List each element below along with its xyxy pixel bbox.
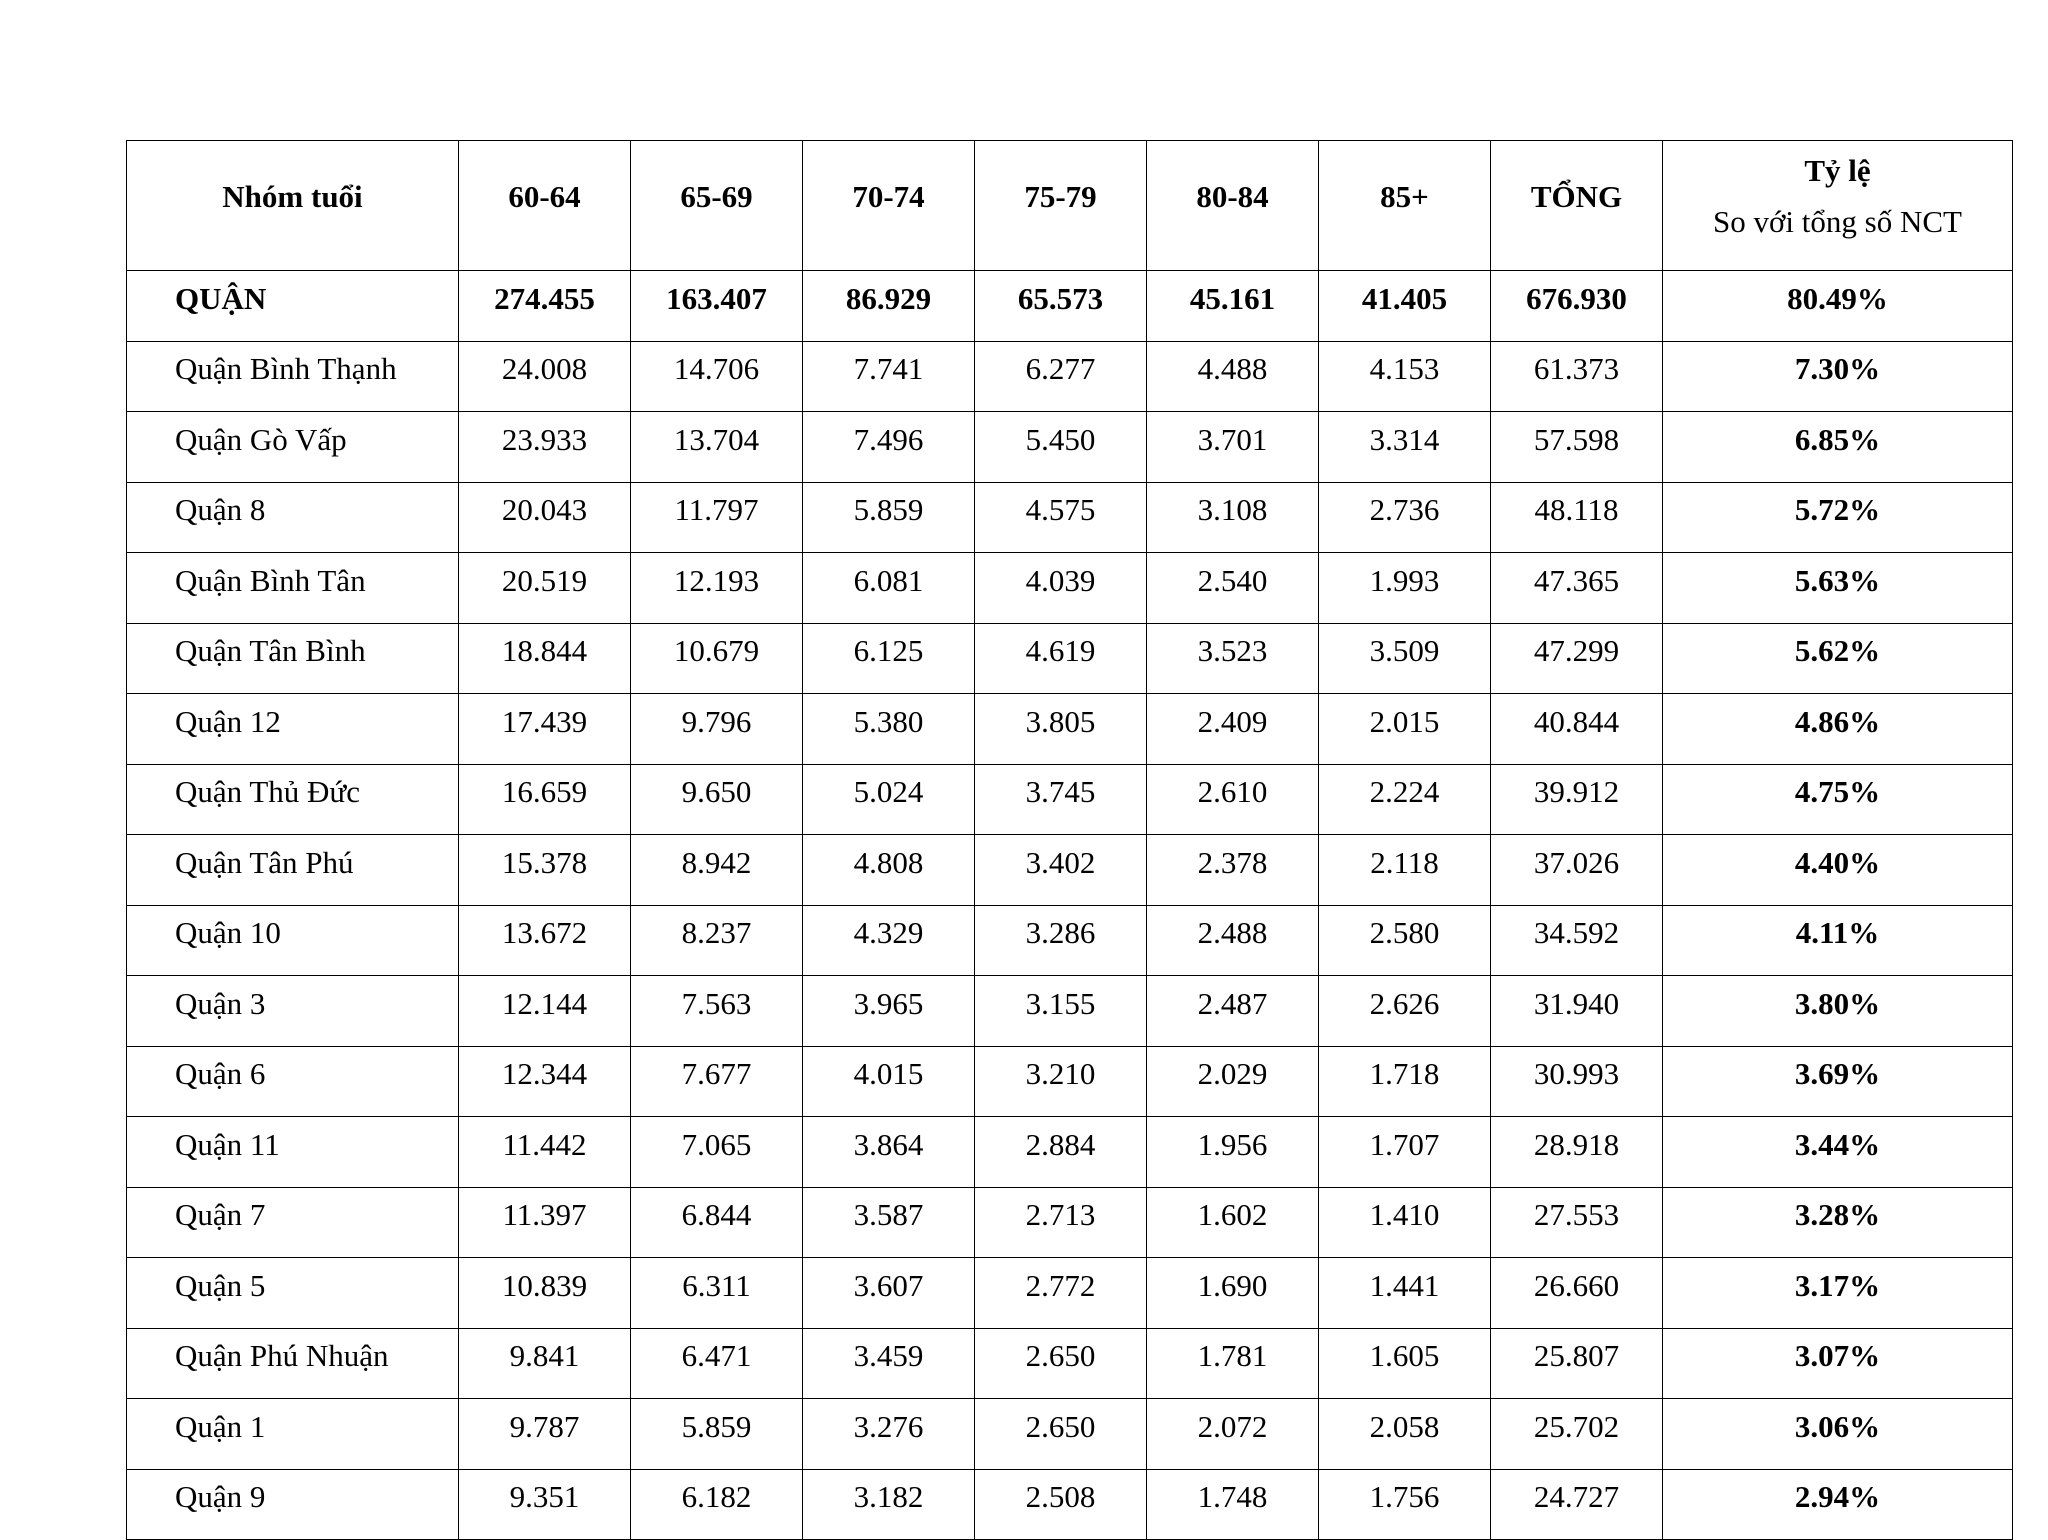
district-ratio: 6.85% — [1663, 412, 2013, 483]
age-group-cell: 7.677 — [631, 1046, 803, 1117]
age-group-cell: 5.450 — [975, 412, 1147, 483]
district-total: 39.912 — [1491, 764, 1663, 835]
summary-name: QUẬN — [127, 271, 459, 342]
age-group-cell: 4.488 — [1147, 341, 1319, 412]
district-name: Quận 8 — [127, 482, 459, 553]
table-row — [127, 1328, 2013, 1399]
district-name: Quận Tân Bình — [127, 623, 459, 694]
district-total: 30.993 — [1491, 1046, 1663, 1117]
age-group-cell: 7.065 — [631, 1117, 803, 1188]
district-name: Quận 3 — [127, 976, 459, 1047]
age-group-cell: 2.029 — [1147, 1046, 1319, 1117]
age-group-cell: 3.286 — [975, 905, 1147, 976]
district-ratio: 2.94% — [1663, 1469, 2013, 1540]
district-ratio: 4.11% — [1663, 905, 2013, 976]
age-group-cell: 2.626 — [1319, 976, 1491, 1047]
district-total: 37.026 — [1491, 835, 1663, 906]
summary-cell: 65.573 — [975, 271, 1147, 342]
district-ratio: 3.80% — [1663, 976, 2013, 1047]
age-group-cell: 6.471 — [631, 1328, 803, 1399]
age-group-cell: 9.650 — [631, 764, 803, 835]
table-row — [127, 694, 2013, 765]
age-group-cell: 1.605 — [1319, 1328, 1491, 1399]
age-group-cell: 2.072 — [1147, 1399, 1319, 1470]
age-group-cell: 12.193 — [631, 553, 803, 624]
age-group-cell: 4.015 — [803, 1046, 975, 1117]
district-ratio: 5.62% — [1663, 623, 2013, 694]
district-ratio: 3.28% — [1663, 1187, 2013, 1258]
table-row — [127, 905, 2013, 976]
age-group-cell: 5.859 — [631, 1399, 803, 1470]
table-row — [127, 341, 2013, 412]
age-group-cell: 2.508 — [975, 1469, 1147, 1540]
age-group-cell: 3.402 — [975, 835, 1147, 906]
age-group-cell: 4.575 — [975, 482, 1147, 553]
age-group-cell: 20.519 — [459, 553, 631, 624]
district-ratio: 4.75% — [1663, 764, 2013, 835]
age-group-cell: 1.410 — [1319, 1187, 1491, 1258]
age-group-cell: 2.058 — [1319, 1399, 1491, 1470]
age-group-cell: 3.701 — [1147, 412, 1319, 483]
age-group-cell: 13.672 — [459, 905, 631, 976]
age-group-cell: 2.650 — [975, 1399, 1147, 1470]
age-group-cell: 4.619 — [975, 623, 1147, 694]
header-ratio-title: Tỷ lệ — [1804, 153, 1871, 188]
age-group-cell: 6.844 — [631, 1187, 803, 1258]
table-row — [127, 412, 2013, 483]
district-total: 26.660 — [1491, 1258, 1663, 1329]
age-group-cell: 13.704 — [631, 412, 803, 483]
district-total: 28.918 — [1491, 1117, 1663, 1188]
age-group-cell: 3.607 — [803, 1258, 975, 1329]
age-group-cell: 3.210 — [975, 1046, 1147, 1117]
table-row — [127, 1469, 2013, 1540]
summary-total: 676.930 — [1491, 271, 1663, 342]
age-group-cell: 1.707 — [1319, 1117, 1491, 1188]
district-name: Quận 1 — [127, 1399, 459, 1470]
age-group-cell: 3.745 — [975, 764, 1147, 835]
district-total: 40.844 — [1491, 694, 1663, 765]
age-group-cell: 3.182 — [803, 1469, 975, 1540]
table-row — [127, 976, 2013, 1047]
age-group-cell: 8.942 — [631, 835, 803, 906]
district-name: Quận Bình Thạnh — [127, 341, 459, 412]
age-group-cell: 3.276 — [803, 1399, 975, 1470]
district-total: 47.365 — [1491, 553, 1663, 624]
age-group-cell: 2.610 — [1147, 764, 1319, 835]
age-group-cell: 11.442 — [459, 1117, 631, 1188]
age-group-cell: 14.706 — [631, 341, 803, 412]
summary-cell: 274.455 — [459, 271, 631, 342]
age-group-cell: 1.718 — [1319, 1046, 1491, 1117]
header-ratio-subtitle: So với tổng số NCT — [1713, 204, 1962, 239]
age-group-cell: 20.043 — [459, 482, 631, 553]
age-group-cell: 4.153 — [1319, 341, 1491, 412]
district-total: 31.940 — [1491, 976, 1663, 1047]
age-group-cell: 7.741 — [803, 341, 975, 412]
header-age-group: Nhóm tuổi — [127, 141, 459, 271]
table-row — [127, 764, 2013, 835]
age-group-cell: 1.993 — [1319, 553, 1491, 624]
age-group-cell: 3.864 — [803, 1117, 975, 1188]
summary-cell: 45.161 — [1147, 271, 1319, 342]
age-group-cell: 2.772 — [975, 1258, 1147, 1329]
age-group-cell: 3.108 — [1147, 482, 1319, 553]
age-group-cell: 6.277 — [975, 341, 1147, 412]
district-name: Quận Tân Phú — [127, 835, 459, 906]
age-group-cell: 16.659 — [459, 764, 631, 835]
header-age-75-79: 75-79 — [975, 141, 1147, 271]
age-group-cell: 1.956 — [1147, 1117, 1319, 1188]
age-group-cell: 7.496 — [803, 412, 975, 483]
age-group-cell: 6.125 — [803, 623, 975, 694]
age-group-cell: 5.859 — [803, 482, 975, 553]
age-group-cell: 3.965 — [803, 976, 975, 1047]
age-group-cell: 9.787 — [459, 1399, 631, 1470]
age-group-cell: 2.015 — [1319, 694, 1491, 765]
district-total: 24.727 — [1491, 1469, 1663, 1540]
district-ratio: 5.72% — [1663, 482, 2013, 553]
district-total: 27.553 — [1491, 1187, 1663, 1258]
age-group-cell: 18.844 — [459, 623, 631, 694]
header-age-85-plus: 85+ — [1319, 141, 1491, 271]
summary-cell: 163.407 — [631, 271, 803, 342]
table-row — [127, 1187, 2013, 1258]
elderly-population-table — [126, 140, 2013, 1540]
age-group-cell: 2.580 — [1319, 905, 1491, 976]
header-ratio — [1663, 141, 2013, 271]
age-group-cell: 10.839 — [459, 1258, 631, 1329]
age-group-cell: 1.748 — [1147, 1469, 1319, 1540]
district-name: Quận 12 — [127, 694, 459, 765]
summary-cell: 86.929 — [803, 271, 975, 342]
header-total: TỔNG — [1491, 141, 1663, 271]
age-group-cell: 5.380 — [803, 694, 975, 765]
table-body — [127, 271, 2013, 1540]
district-ratio: 3.06% — [1663, 1399, 2013, 1470]
district-ratio: 5.63% — [1663, 553, 2013, 624]
age-group-cell: 2.713 — [975, 1187, 1147, 1258]
district-total: 25.702 — [1491, 1399, 1663, 1470]
district-ratio: 4.86% — [1663, 694, 2013, 765]
district-ratio: 4.40% — [1663, 835, 2013, 906]
age-group-cell: 3.155 — [975, 976, 1147, 1047]
summary-cell: 41.405 — [1319, 271, 1491, 342]
age-group-cell: 3.587 — [803, 1187, 975, 1258]
table-row — [127, 1399, 2013, 1470]
district-name: Quận 6 — [127, 1046, 459, 1117]
age-group-cell: 15.378 — [459, 835, 631, 906]
age-group-cell: 2.540 — [1147, 553, 1319, 624]
district-ratio: 7.30% — [1663, 341, 2013, 412]
age-group-cell: 10.679 — [631, 623, 803, 694]
age-group-cell: 2.650 — [975, 1328, 1147, 1399]
age-group-cell: 2.736 — [1319, 482, 1491, 553]
district-name: Quận 9 — [127, 1469, 459, 1540]
district-total: 48.118 — [1491, 482, 1663, 553]
district-name: Quận 11 — [127, 1117, 459, 1188]
district-total: 57.598 — [1491, 412, 1663, 483]
age-group-cell: 2.378 — [1147, 835, 1319, 906]
district-total: 47.299 — [1491, 623, 1663, 694]
age-group-cell: 9.351 — [459, 1469, 631, 1540]
age-group-cell: 1.602 — [1147, 1187, 1319, 1258]
age-group-cell: 1.690 — [1147, 1258, 1319, 1329]
district-ratio: 3.69% — [1663, 1046, 2013, 1117]
age-group-cell: 8.237 — [631, 905, 803, 976]
table-row — [127, 1046, 2013, 1117]
age-group-cell: 2.224 — [1319, 764, 1491, 835]
age-group-cell: 2.884 — [975, 1117, 1147, 1188]
table-row — [127, 623, 2013, 694]
age-group-cell: 12.344 — [459, 1046, 631, 1117]
age-group-cell: 17.439 — [459, 694, 631, 765]
age-group-cell: 2.118 — [1319, 835, 1491, 906]
summary-ratio: 80.49% — [1663, 271, 2013, 342]
age-group-cell: 1.441 — [1319, 1258, 1491, 1329]
district-total: 34.592 — [1491, 905, 1663, 976]
district-ratio: 3.17% — [1663, 1258, 2013, 1329]
age-group-cell: 7.563 — [631, 976, 803, 1047]
district-ratio: 3.07% — [1663, 1328, 2013, 1399]
table-row — [127, 482, 2013, 553]
age-group-cell: 1.756 — [1319, 1469, 1491, 1540]
district-ratio: 3.44% — [1663, 1117, 2013, 1188]
district-name: Quận 10 — [127, 905, 459, 976]
summary-row — [127, 271, 2013, 342]
age-group-cell: 1.781 — [1147, 1328, 1319, 1399]
age-group-cell: 5.024 — [803, 764, 975, 835]
header-age-65-69: 65-69 — [631, 141, 803, 271]
age-group-cell: 24.008 — [459, 341, 631, 412]
district-name: Quận Gò Vấp — [127, 412, 459, 483]
district-name: Quận Thủ Đức — [127, 764, 459, 835]
district-total: 25.807 — [1491, 1328, 1663, 1399]
age-group-cell: 6.182 — [631, 1469, 803, 1540]
age-group-cell: 4.039 — [975, 553, 1147, 624]
table-row — [127, 1258, 2013, 1329]
age-group-cell: 2.409 — [1147, 694, 1319, 765]
age-group-cell: 4.329 — [803, 905, 975, 976]
district-name: Quận 7 — [127, 1187, 459, 1258]
age-group-cell: 6.081 — [803, 553, 975, 624]
header-age-70-74: 70-74 — [803, 141, 975, 271]
age-group-cell: 9.841 — [459, 1328, 631, 1399]
age-group-cell: 3.314 — [1319, 412, 1491, 483]
age-group-cell: 3.523 — [1147, 623, 1319, 694]
age-group-cell: 23.933 — [459, 412, 631, 483]
district-name: Quận 5 — [127, 1258, 459, 1329]
table-row — [127, 835, 2013, 906]
age-group-cell: 2.487 — [1147, 976, 1319, 1047]
table-row — [127, 1117, 2013, 1188]
age-group-cell: 11.397 — [459, 1187, 631, 1258]
header-age-80-84: 80-84 — [1147, 141, 1319, 271]
age-group-cell: 4.808 — [803, 835, 975, 906]
table-row — [127, 553, 2013, 624]
header-row — [127, 141, 2013, 271]
district-name: Quận Phú Nhuận — [127, 1328, 459, 1399]
header-age-60-64: 60-64 — [459, 141, 631, 271]
age-group-cell: 3.805 — [975, 694, 1147, 765]
age-group-cell: 11.797 — [631, 482, 803, 553]
age-group-cell: 9.796 — [631, 694, 803, 765]
age-group-cell: 12.144 — [459, 976, 631, 1047]
age-group-cell: 3.509 — [1319, 623, 1491, 694]
age-group-cell: 2.488 — [1147, 905, 1319, 976]
district-total: 61.373 — [1491, 341, 1663, 412]
age-group-cell: 3.459 — [803, 1328, 975, 1399]
district-name: Quận Bình Tân — [127, 553, 459, 624]
age-group-cell: 6.311 — [631, 1258, 803, 1329]
